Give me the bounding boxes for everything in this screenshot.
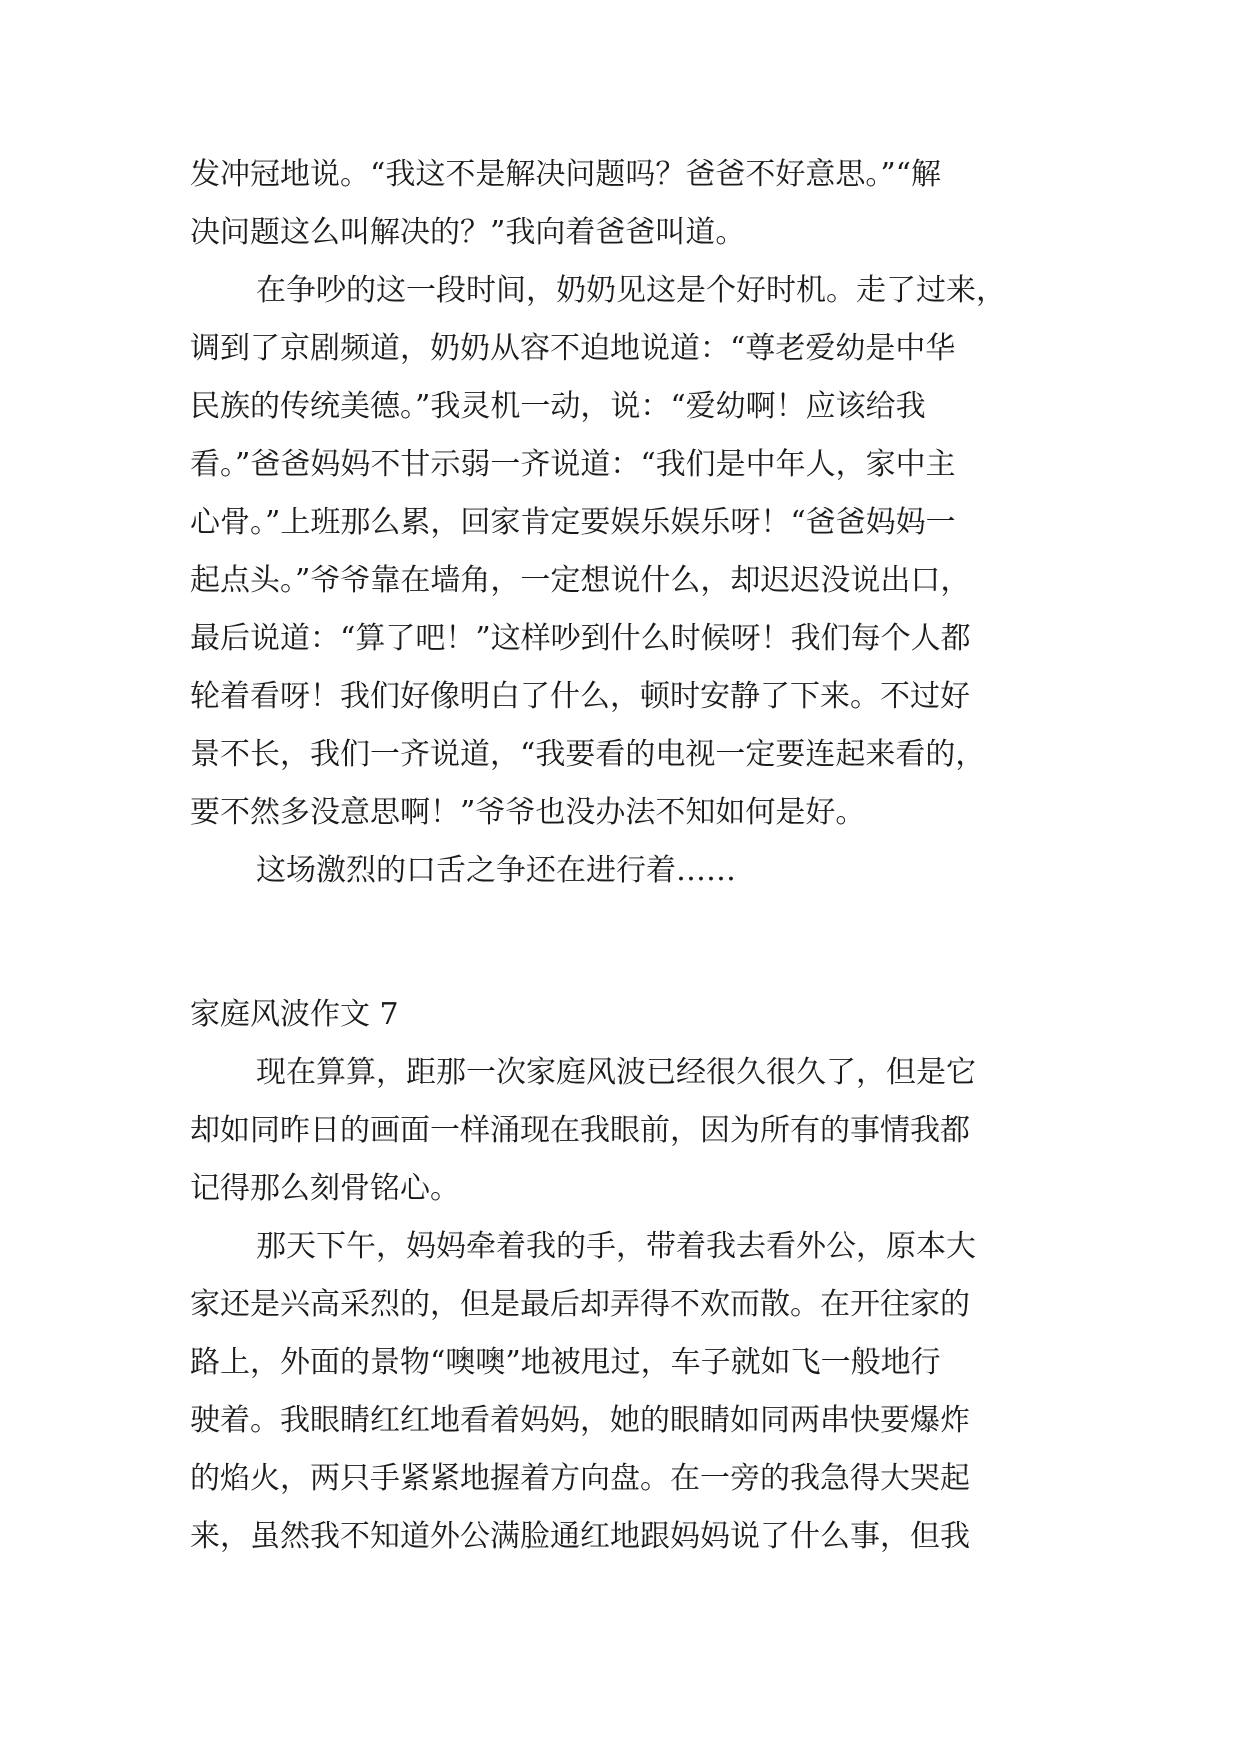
paragraph-start-line: 在争吵的这一段时间，奶奶见这是个好时机。走了过来，	[256, 273, 1006, 308]
text-line: 民族的传统美德。”我灵机一动，说：“爱幼啊！应该给我	[190, 389, 926, 424]
text-line: 轮着看呀！我们好像明白了什么，顿时安静了下来。不过好	[190, 679, 970, 714]
text-line: 来，虽然我不知道外公满脸通红地跟妈妈说了什么事，但我	[190, 1519, 970, 1554]
paragraph-start-line: 那天下午，妈妈牵着我的手，带着我去看外公，原本大	[256, 1229, 976, 1264]
text-line: 的焰火，两只手紧紧地握着方向盘。在一旁的我急得大哭起	[190, 1461, 970, 1496]
text-line: 路上，外面的景物“噢噢”地被甩过，车子就如飞一般地行	[190, 1345, 941, 1380]
text-line: 要不然多没意思啊！”爷爷也没办法不知如何是好。	[190, 795, 866, 830]
paragraph-start-line: 现在算算，距那一次家庭风波已经很久很久了，但是它	[256, 1055, 976, 1090]
text-line: 景不长，我们一齐说道，“我要看的电视一定要连起来看的，	[190, 737, 986, 772]
text-line: 记得那么刻骨铭心。	[190, 1171, 460, 1206]
text-line: 决问题这么叫解决的？”我向着爸爸叫道。	[190, 215, 746, 250]
text-line: 家还是兴高采烈的，但是最后却弄得不欢而散。在开往家的	[190, 1287, 970, 1322]
text-line: 发冲冠地说。“我这不是解决问题吗？爸爸不好意思。”“解	[190, 157, 942, 192]
text-line: 却如同昨日的画面一样涌现在我眼前，因为所有的事情我都	[190, 1113, 970, 1148]
text-line: 驶着。我眼睛红红地看着妈妈，她的眼睛如同两串快要爆炸	[190, 1403, 970, 1438]
section-gap	[190, 914, 1070, 1000]
section-title: 家庭风波作文 7	[190, 997, 399, 1032]
text-line: 心骨。”上班那么累，回家肯定要娱乐娱乐呀！“爸爸妈妈一	[190, 505, 956, 540]
text-line: 看。”爸爸妈妈不甘示弱一齐说道：“我们是中年人，家中主	[190, 447, 956, 482]
text-line: 起点头。”爷爷靠在墙角，一定想说什么，却迟迟没说出口，	[190, 563, 971, 598]
text-line: 最后说道：“算了吧！”这样吵到什么时候呀！我们每个人都	[190, 621, 971, 656]
paragraph-start-line: 这场激烈的口舌之争还在进行着……	[256, 853, 736, 888]
document-body	[190, 157, 1070, 1580]
text-line: 调到了京剧频道，奶奶从容不迫地说道：“尊老爱幼是中华	[190, 331, 956, 366]
